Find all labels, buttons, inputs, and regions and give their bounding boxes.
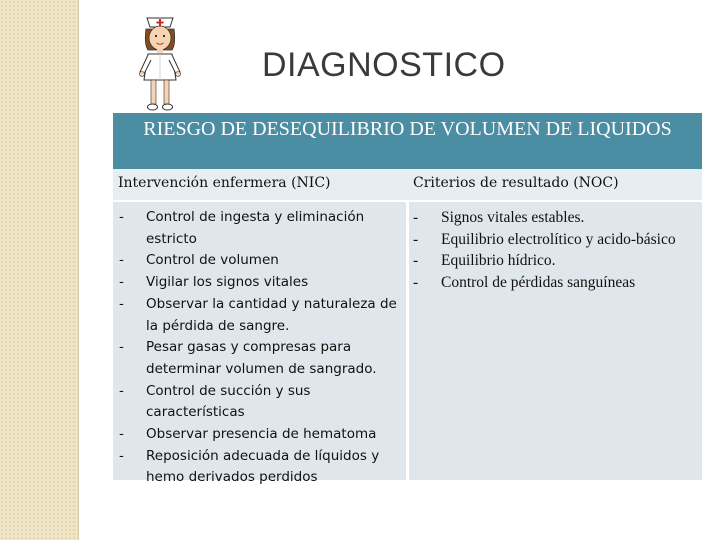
- list-item: - Equilibrio electrolítico y acido-básico: [413, 230, 676, 248]
- list-item: - Control de ingesta y eliminación estricto: [119, 209, 365, 247]
- list-item: - Control de volumen: [119, 252, 279, 269]
- table-body: [113, 113, 702, 486]
- nurse-icon: [130, 10, 190, 114]
- column-header-nic: Intervención enfermera (NIC): [118, 175, 331, 191]
- noc-list: [409, 207, 702, 294]
- column-header-noc: Criterios de resultado (NOC): [413, 175, 619, 191]
- list-item: - Pesar gasas y compresas para determinar volumen de sangrado.: [119, 339, 377, 377]
- list-item: - Observar la cantidad y naturaleza de la pérdida de sangre.: [119, 295, 397, 334]
- list-item: - Signos vitales estables.: [413, 209, 585, 226]
- list-item: - Control de succión y sus características: [119, 382, 311, 421]
- list-item: - Reposición adecuada de líquidos y hemo derivados perdidos: [119, 447, 380, 486]
- list-item: - Control de pérdidas sanguíneas: [413, 274, 636, 292]
- list-item: - Observar presencia de hematoma: [119, 426, 377, 443]
- nic-list: [113, 207, 406, 489]
- slide-title: DIAGNOSTICO: [262, 46, 506, 84]
- list-item: - Equilibrio hídrico.: [413, 252, 556, 270]
- list-item: - Vigilar los signos vitales: [119, 274, 309, 291]
- decorative-side-strip: [0, 0, 79, 540]
- table-header-text: RIESGO DE DESEQUILIBRIO DE VOLUMEN DE LIQUIDOS: [143, 118, 672, 140]
